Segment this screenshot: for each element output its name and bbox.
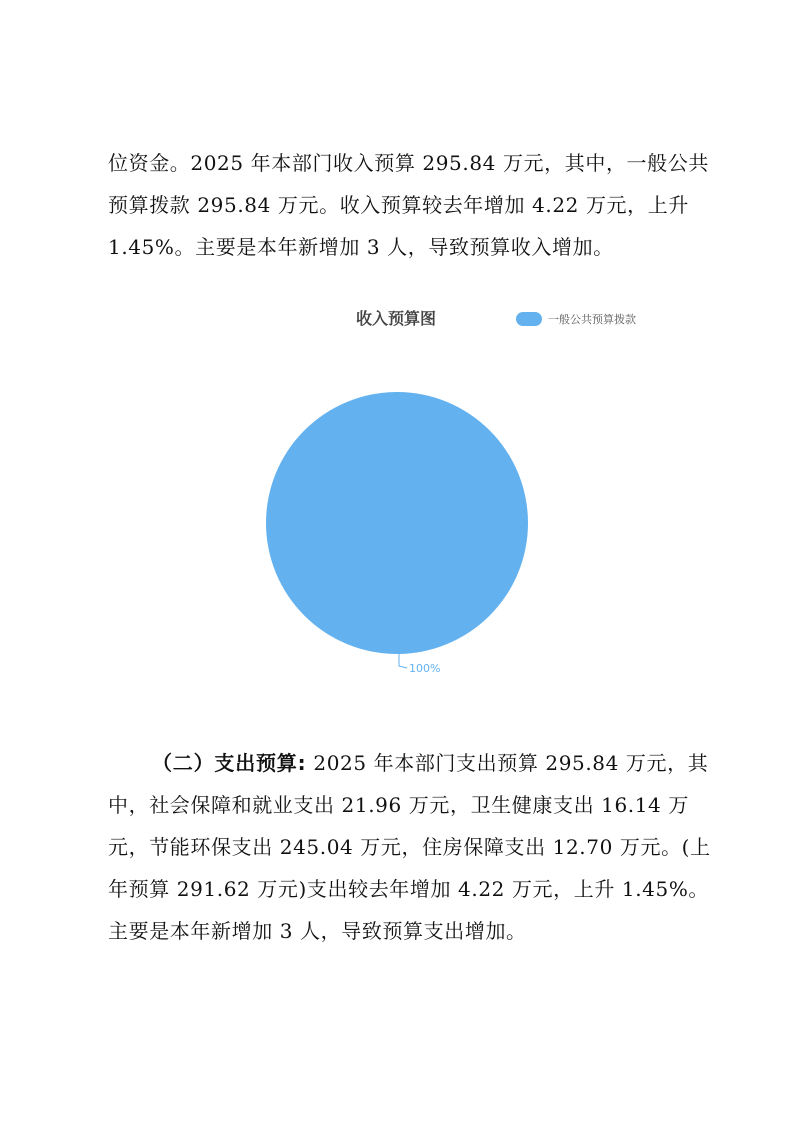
income-paragraph — [108, 142, 709, 268]
chart-title: 收入预算图 — [355, 309, 437, 328]
expense-line-5: 主要是本年新增加 3 人，导致预算支出增加。 — [108, 919, 527, 943]
income-budget-chart — [240, 290, 660, 690]
expense-line-3: 元，节能环保支出 245.04 万元，住房保障支出 12.70 万元。(上 — [108, 835, 711, 859]
legend-label: 一般公共预算拨款 — [548, 313, 636, 326]
pie-slice-0 — [266, 392, 528, 654]
chart-legend — [516, 312, 636, 326]
income-line-3: 1.45%。主要是本年新增加 3 人，导致预算收入增加。 — [108, 235, 614, 259]
expense-line-1 — [108, 742, 709, 784]
income-budget-chart-svg — [240, 290, 660, 690]
expense-heading: （二）支出预算: — [152, 751, 307, 775]
pie-slices — [266, 392, 528, 654]
expense-line-1-text: 2025 年本部门支出预算 295.84 万元，其 — [306, 751, 709, 775]
income-line-1: 位资金。2025 年本部门收入预算 295.84 万元，其中，一般公共 — [108, 151, 709, 175]
expense-line-2: 中，社会保障和就业支出 21.96 万元，卫生健康支出 16.14 万 — [108, 793, 689, 817]
expense-line-4: 年预算 291.62 万元)支出较去年增加 4.22 万元，上升 1.45%。 — [108, 877, 710, 901]
income-line-2: 预算拨款 295.84 万元。收入预算较去年增加 4.22 万元，上升 — [108, 193, 689, 217]
data-label-percent: 100% — [409, 662, 441, 675]
legend-swatch — [516, 312, 542, 326]
expense-paragraph — [108, 742, 711, 952]
data-label-leader-line — [399, 654, 407, 668]
